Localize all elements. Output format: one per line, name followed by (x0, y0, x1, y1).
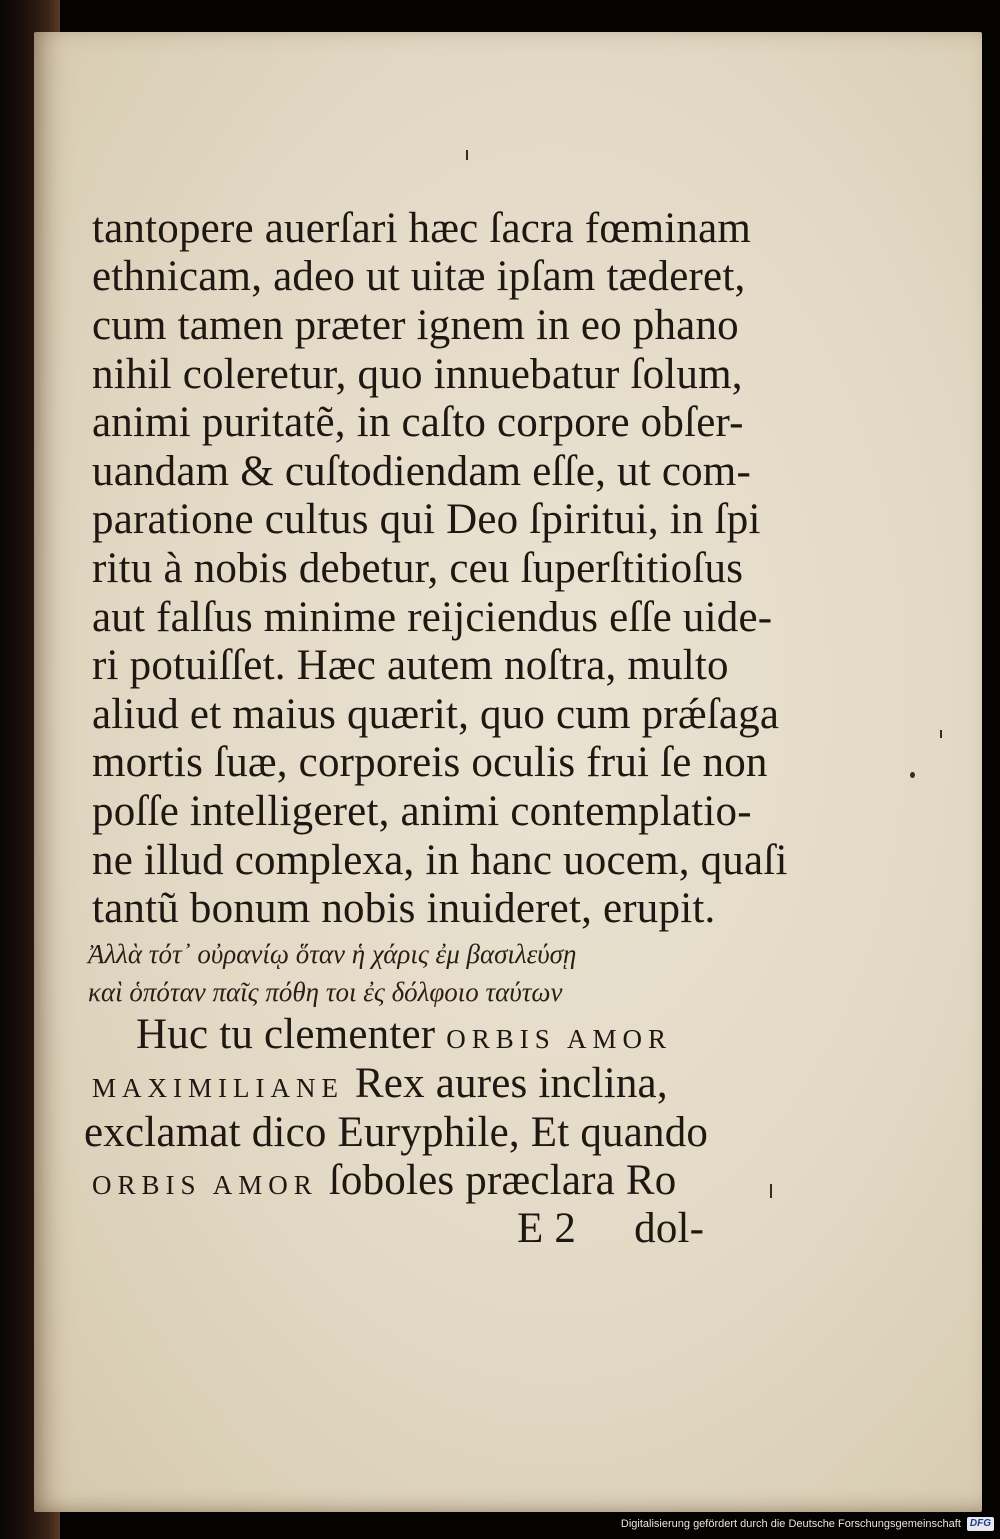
ink-speck (940, 730, 942, 738)
text-run: ſoboles præclara Ro (317, 1157, 677, 1204)
credit-text: Digitalisierung gefördert durch die Deutsche Forschungsgemeinschaft (620, 1518, 961, 1530)
text-line: paratione cultus qui Deo ſpiritui, in ſpi (92, 496, 761, 543)
text-line: ritu à nobis debetur, ceu ſuperſtitioſus (92, 545, 744, 592)
text-line: ne illud complexa, in hanc uocem, quaſi (92, 837, 788, 884)
greek-verse-line: Ἀλλὰ τότ᾽ οὐρανίῳ ὅταν ἡ χάρις ἐμ βασιλεύσῃ (88, 939, 577, 969)
small-caps-run: ORBIS AMOR (92, 1170, 318, 1200)
text-line: ri potuiſſet. Hæc autem noſtra, multo (92, 642, 729, 689)
text-line: aut falſus minime reijciendus eſſe uide- (92, 594, 773, 641)
ink-speck (770, 1184, 772, 1198)
digitization-credit (621, 1515, 994, 1533)
ink-speck (910, 772, 915, 778)
text-line: tantũ bonum nobis inuideret, erupit. (92, 885, 716, 932)
text-line (136, 1010, 672, 1059)
ink-speck (466, 150, 468, 160)
text-line (92, 1059, 668, 1108)
book-page (34, 32, 982, 1512)
text-line: aliud et maius quærit, quo cum prǽſaga (92, 691, 780, 738)
catchword: dol- (634, 1205, 705, 1252)
small-caps-run: ORBIS AMOR (446, 1024, 673, 1054)
text-line: mortis ſuæ, corporeis oculis frui ſe non (92, 739, 768, 786)
text-line: cum tamen præter ignem in eo phano (92, 302, 739, 349)
text-line: exclamat dico Euryphile, Et quando (84, 1109, 709, 1156)
text-line: ethnicam, adeo ut uitæ ipſam tæderet, (92, 253, 746, 300)
page-signature: E 2 (517, 1205, 577, 1252)
dfg-logo: DFG (967, 1517, 994, 1531)
text-line (92, 1156, 676, 1205)
text-line: animi puritatẽ, in caſto corpore obſer- (92, 399, 744, 446)
text-line: uandam & cuſtodiendam eſſe, ut com- (92, 448, 751, 495)
text-line: nihil coleretur, quo innuebatur ſolum, (92, 351, 743, 398)
text-line: poſſe intelligeret, animi contemplatio- (92, 788, 752, 835)
greek-verse-line: καὶ ὁπόταν παῖς πόθη τοι ἐς δόλφοιο ταύτων (88, 977, 563, 1007)
text-line: tantopere auerſari hæc ſacra fœminam (92, 205, 752, 252)
signature-line (517, 1204, 704, 1253)
text-run: Rex aures inclina, (343, 1060, 668, 1107)
small-caps-run: MAXIMILIANE (92, 1073, 344, 1103)
text-run: Huc tu clementer (136, 1011, 447, 1058)
